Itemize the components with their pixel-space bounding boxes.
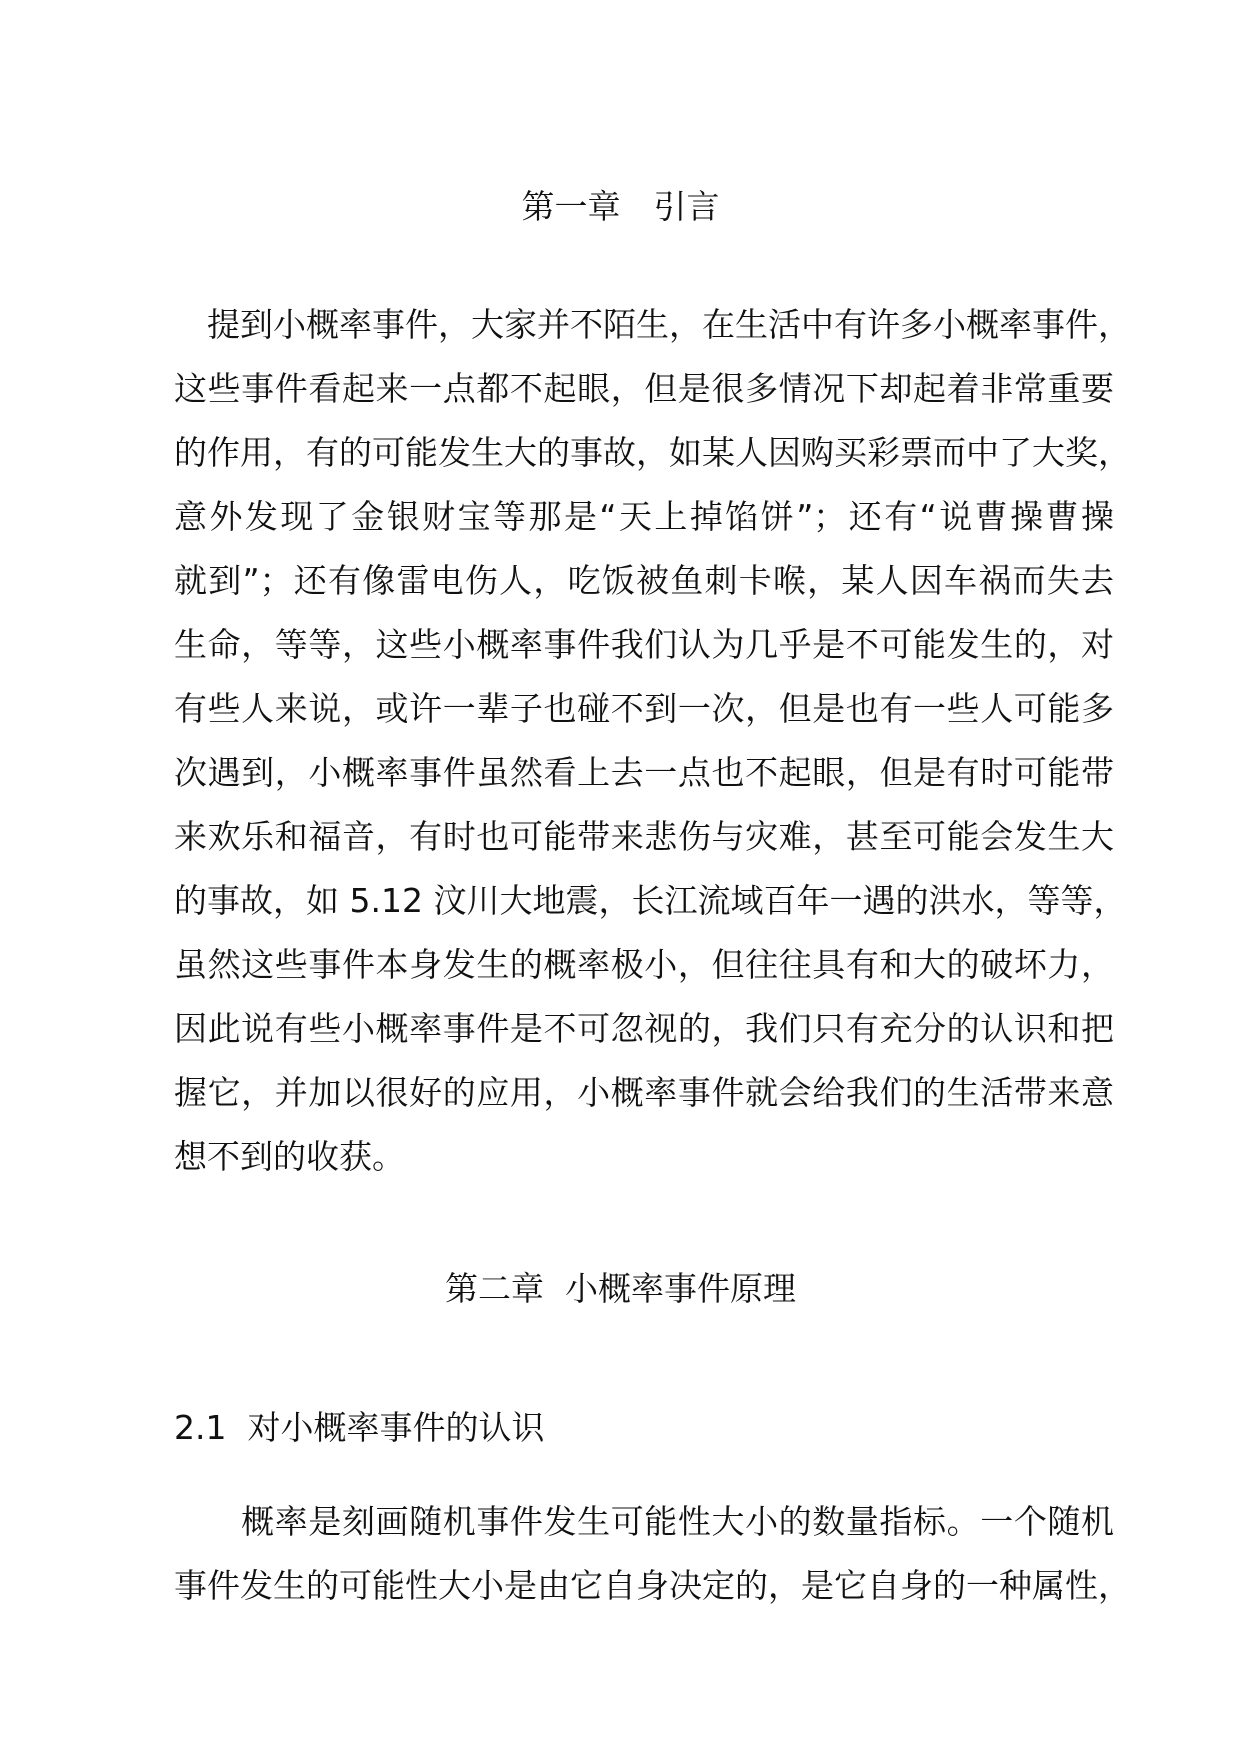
paragraph-line: 想不到的收获。 bbox=[174, 1137, 405, 1176]
paragraph-line: 就到”；还有像雷电伤人，吃饭被鱼刺卡喉，某人因车祸而失去 bbox=[174, 561, 1114, 600]
paragraph-line: 生命，等等，这些小概率事件我们认为几乎是不可能发生的，对 bbox=[174, 625, 1114, 664]
chapter-2-title: 第二章 小概率事件原理 bbox=[445, 1269, 796, 1308]
paragraph-line: 有些人来说，或许一辈子也碰不到一次，但是也有一些人可能多 bbox=[174, 689, 1114, 728]
paragraph-line: 次遇到，小概率事件虽然看上去一点也不起眼，但是有时可能带 bbox=[174, 753, 1114, 792]
paragraph-line: 来欢乐和福音，有时也可能带来悲伤与灾难，甚至可能会发生大 bbox=[174, 817, 1114, 856]
paragraph-line: 意外发现了金银财宝等那是“天上掉馅饼”；还有“说曹操曹操 bbox=[174, 497, 1114, 536]
paragraph-line: 概率是刻画随机事件发生可能性大小的数量指标。一个随机 bbox=[174, 1502, 1114, 1541]
chapter-1-paragraph bbox=[174, 293, 1131, 1189]
paragraph-line: 提到小概率事件，大家并不陌生，在生活中有许多小概率事件， bbox=[174, 305, 1131, 344]
section-2-1-paragraph bbox=[174, 1490, 1131, 1618]
paragraph-line: 握它，并加以很好的应用，小概率事件就会给我们的生活带来意 bbox=[174, 1073, 1114, 1112]
paragraph-line: 事件发生的可能性大小是由它自身决定的，是它自身的一种属性， bbox=[174, 1566, 1131, 1605]
paragraph-line: 的事故，如 5.12 汶川大地震，长江流域百年一遇的洪水，等等， bbox=[174, 881, 1127, 920]
chapter-1-title: 第一章 引言 bbox=[521, 187, 720, 226]
paragraph-line: 的作用，有的可能发生大的事故，如某人因购买彩票而中了大奖， bbox=[174, 433, 1131, 472]
paragraph-line: 因此说有些小概率事件是不可忽视的，我们只有充分的认识和把 bbox=[174, 1009, 1114, 1048]
paragraph-line: 虽然这些事件本身发生的概率极小，但往往具有和大的破坏力， bbox=[174, 945, 1114, 984]
paragraph-line: 这些事件看起来一点都不起眼，但是很多情况下却起着非常重要 bbox=[174, 369, 1114, 408]
section-2-1-title: 2.1 对小概率事件的认识 bbox=[174, 1408, 545, 1447]
